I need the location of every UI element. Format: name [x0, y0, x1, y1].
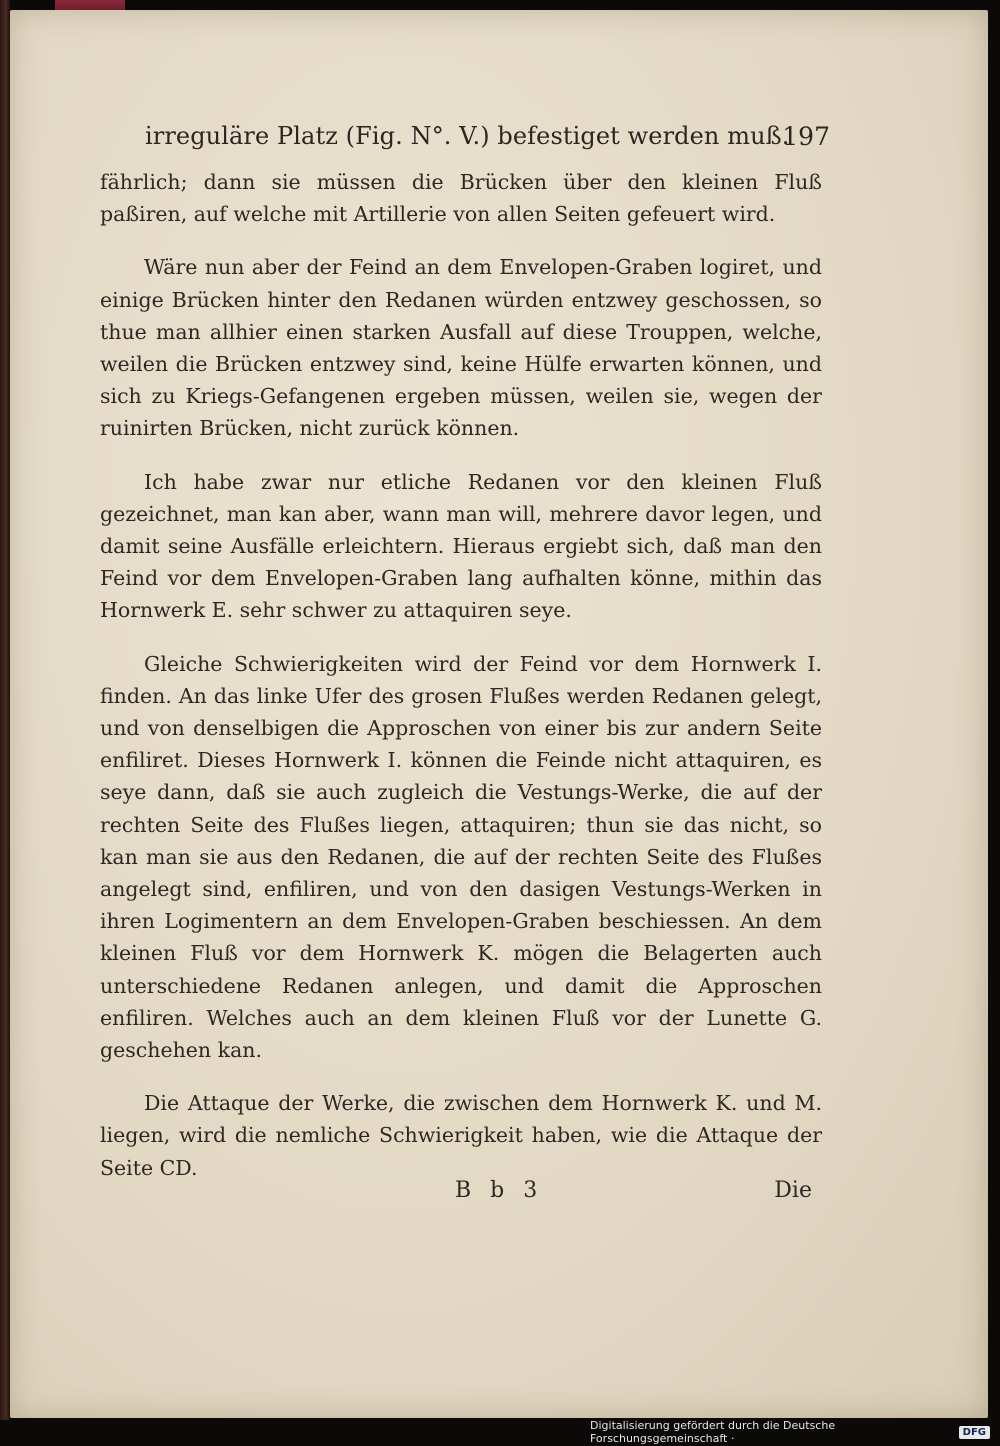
book-binding-edge	[0, 0, 10, 1420]
page-number: 197	[782, 122, 830, 151]
page-body	[100, 166, 822, 1205]
signature-mark: B b 3	[455, 1178, 544, 1203]
funding-notice	[590, 1419, 990, 1445]
paragraph-1: fährlich; dann sie müssen die Brücken über den kleinen Fluß paßiren, auf welche mit Artillerie von allen Seiten gefeuert wird.	[100, 170, 822, 227]
paragraph-5: Die Attaque der Werke, die zwischen dem Hornwerk K. und M. liegen, wird die nemliche Schwierigkeit haben, wie die Attaque der Seite CD.	[100, 1091, 822, 1180]
paragraph-4: Gleiche Schwierigkeiten wird der Feind vor dem Hornwerk I. finden. An das linke Ufer des grosen Flußes werden Redanen gelegt, und von denselbigen die Approschen von einer bis zur andern Seite enfiliret. Dieses Hornwerk I. können die Feinde nicht attaquiren, es seye dann, daß sie auch zugleich die Vestungs-Werke, die auf der rechten Seite des Flußes liegen, attaquiren; thun sie das nicht, so kan man sie aus den Redanen, die auf der rechten Seite des Flußes angelegt sind, enfiliren, und von den dasigen Vestungs-Werken in ihren Logimentern an dem Envelopen-Graben beschiessen. An dem kleinen Fluß vor dem Hornwerk K. mögen die Belagerten auch unterschiedene Redanen anlegen, und damit die Approschen enfiliren. Welches auch an dem kleinen Fluß vor der Lunette G. geschehen kan.	[100, 651, 822, 1063]
page-header	[145, 118, 830, 158]
running-title: irreguläre Platz (Fig. N°. V.) befestiget werden muß.	[145, 122, 790, 150]
dfg-logo: DFG	[959, 1426, 990, 1439]
page-footer	[100, 1178, 822, 1212]
paragraph-2: Wäre nun aber der Feind an dem Envelopen-Graben logiret, und einige Brücken hinter den Redanen würden entzwey geschossen, so thue man allhier einen starken Ausfall auf diese Trouppen, welche, weilen die Brücken entzwey sind, keine Hülfe erwarten können, und sich zu Kriegs-Gefangenen ergeben müssen, weilen sie, wegen der ruinirten Brücken, nicht zurück können.	[100, 255, 822, 441]
catchword: Die	[774, 1178, 812, 1203]
funding-notice-text: Digitalisierung gefördert durch die Deutsche Forschungsgemeinschaft ·	[590, 1419, 836, 1445]
paragraph-3: Ich habe zwar nur etliche Redanen vor den kleinen Fluß gezeichnet, man kan aber, wann man will, mehrere davor legen, und damit seine Ausfälle erleichtern. Hieraus ergiebt sich, daß man den Feind vor dem Envelopen-Graben lang aufhalten könne, mithin das Hornwerk E. sehr schwer zu attaquiren seye.	[100, 469, 822, 623]
